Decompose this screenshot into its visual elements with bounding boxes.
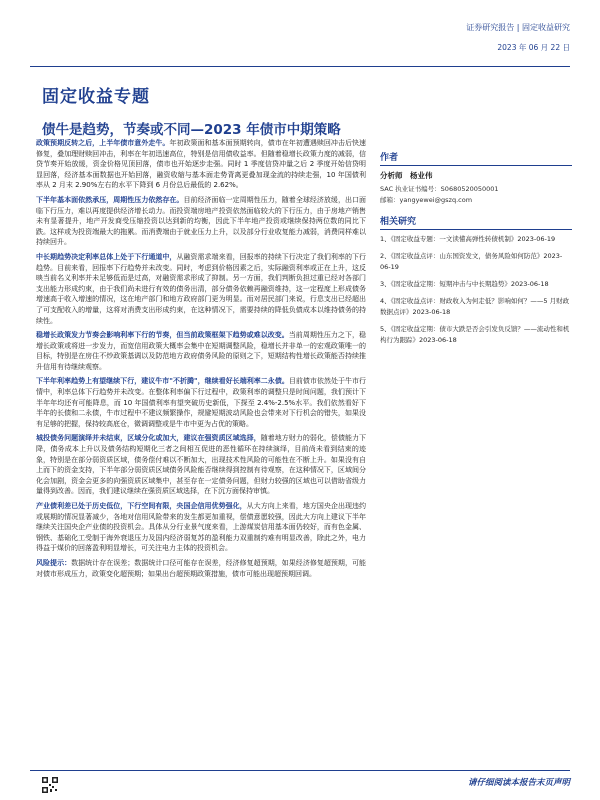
header-divider: [30, 66, 570, 67]
related-research-link[interactable]: 2、《固定收益点评：山东国资发文，债务风险如何防范》2023-06-19: [380, 252, 563, 271]
related-research-title: 相关研究: [380, 214, 572, 230]
paragraph-body: 数据统计存在误差；数据统计口径可能存在误差，经济修复超预期，如果经济修复超预期，可能对债市形成压力，政策变化超预期；如果出台超预期政策措施，债市可能出现超预期回调。: [36, 558, 366, 578]
related-research-link[interactable]: 5、《固定收益定期：债市大跌是否会引发负反馈？——流动性和机构行为跟踪》2023-06-18: [380, 325, 570, 344]
author-section-title: 作者: [380, 150, 572, 166]
paragraph-body: 年初政策面和基本面预期转向，债市在年初遭遇赎回冲击后快速修复，叠加理财赎回冲击，利率在年初迅速高位，特别是信用债收益率。但随着稳增长政策力度的减弱，信贷节奏开始放缓，资金价格见顶回落，债市也开始逐步走强。同时 1 季度信贷冲量之后 2 季度开始信贷明显回落，经济基本面数据也开始回落，融资收缩与基本面走势背离更叠加现金流的持续走强，10 年国债利率从 2 月末 2.90%左右的水平下降到 6 月份总后最低的 2.62%。: [36, 139, 367, 190]
paragraph-body: 目前债市依然处于牛市行情中，利率总体下行趋势并未改变。在整体利率偏下行过程中，政策利率的调整只是时间问题，我们预计下半年年均还有可能降息，而 10 年国债利率有望突破历史新低，下探至 2.4%-2.5%水平。我们依然看好下半年的长债和二永债，牛市过程中不建议频繁操作，规避短期波动风险也会带来对下行机会的错失，如果没有足够的把握，保持较高底仓，微调调整或是牛市中更为占优的策略。: [36, 377, 367, 428]
paragraph-body: 从融资需求端来看，回报率的持续下行决定了我们利率的下行趋势。目前来看，回报率下行趋势并未改变。同时，考虑到价格因素之后，实际融资利率或正在上升，这反映当前名义利率并未足够低而是过高，对融资需求形成了抑制。另一方面，我们判断负担过重已经对各部门支出能力形成约束，由于我们尚未进行有效的债务出清，部分债务依赖再融资维持，这一定程度上形成债务增速高于收入增速的情况，这在地产部门和地方政府部门更为明显。而对居民部门来说，行息支出已经超出了可支配收入的增量，这将对消费支出形成约束，在这种情况下，需要持续的降低负债成本以维持债务的持续性。: [36, 252, 367, 325]
paragraph-lead: 风险提示：: [36, 558, 72, 567]
paragraph-lead: 稳增长政策发力节奏会影响利率下行的节奏，但当前政策框架下趋势或难以改变。: [36, 331, 289, 340]
header-block: [466, 22, 570, 53]
report-type: 固定收益专题: [42, 87, 150, 107]
paragraph-body: 随着地方财力的弱化，偿债能力下降，债务成本上升以及债务结构短期化三者之间相互促进的恶性循环在持续演绎，目前尚未看到结束的迹象，特别是在部分弱资质区域，债务偿付难以不断加大，出现技术性风险的可能性在不断上升。如果没有自上而下的资金支持，下半年部分弱资质区域债务风险能否继续得到控制有待观察，在这种情况下，区域间分化会加剧，资金会更多的向强资质区域集中，甚至存在一定债务问题，但财力较强的区域也可以借助省级力量得到改善。因而，我们建议继续在强资质区域选择，在下沉方面保持审慎。: [36, 434, 367, 496]
summary-paragraph: [36, 195, 366, 248]
paragraph-body: 从大方向上来看，地方国央企出现违约或展期的情况显著减少，各地对信用风险带来的发生都更加重视，偿债意愿较强，因此大方向上建议下半年继续关注国央企产业债的投资机会。具体从分行业景气度来看，上游煤炭信用基本面仍较好，而有色金属、钢铁、基础化工受制于海外衰退压力及国内经济弱复苏的盈利能力双重制约难有明显改善，除此之外，电力得益于煤价的回落盈利明显增长，可关注电力主体的投资机会。: [36, 502, 367, 553]
analyst-email[interactable]: 邮箱：yangyewei@gszq.com: [380, 196, 473, 204]
footer-divider: [30, 770, 570, 771]
paragraph-lead: 下半年基本面依然承压，周期性压力依然存在。: [36, 195, 184, 204]
paragraph-lead: 产业债利差已处于历史低位，下行空间有限，央国企信用优势强化，: [36, 502, 247, 510]
report-date: 2023 年 06 月 22 日: [497, 43, 570, 52]
summary-paragraph: [36, 138, 366, 191]
summary-paragraph: [36, 252, 366, 326]
footer-disclaimer: 请仔细阅读本报告末页声明: [467, 778, 570, 788]
summary-column: [36, 138, 366, 583]
paragraph-lead: 城投债务问题演绎并未结束，区域分化或加大，建议在强资质区域选择，: [36, 434, 261, 443]
related-research-link[interactable]: 3、《固定收益定期：短期冲击与中长期趋势》2023-06-18: [380, 280, 549, 288]
analyst-name: 分析师 杨业伟: [380, 171, 433, 180]
paragraph-body: 目前经济面临一定周期性压力，随着全球经济放缓，出口面临下行压力，难以再度提供经济增长动力。而投资端房地产投资依然面临较大的下行压力，由于房地产销售未有显著提升，地产开发商受压缩投资以达到新的均衡，因此下半年地产投资或继续保持两位数的同比下跌。这样或为投资端最大的拖累。而消费端由于就业压力上升，以及部分行业收复能力减弱，消费同样难以持续回升。: [36, 195, 367, 247]
related-research-link[interactable]: 1、《固定收益专题：一文读懂高弹性转债机制》2023-06-19: [380, 235, 556, 243]
summary-paragraph: [36, 376, 366, 429]
page-title: 债牛是趋势，节奏或不同—2023 年债市中期策略: [42, 122, 341, 138]
summary-paragraph: [36, 433, 366, 497]
related-research-link[interactable]: 4、《固定收益点评：财政收入为何走低？影响如何？——5 月财政数据点评》2023-06-18: [380, 297, 570, 316]
summary-paragraph: [36, 501, 366, 554]
report-category: 证券研究报告 | 固定收益研究: [466, 23, 570, 32]
summary-paragraph: [36, 558, 366, 579]
paragraph-lead: 中长期趋势决定利率总体上处于下行通道中，: [36, 252, 177, 261]
summary-paragraph: [36, 330, 366, 372]
paragraph-lead: 下半年利率趋势上有望继续下行，建议牛市"不折腾"，继续看好长端利率二永债。: [36, 377, 289, 386]
paragraph-body: 当前周期性压力之下，稳增长政策或将进一步发力，而宽信用政策大概率会集中在短期调整风险，稳增长并非单一的宏观政策唯一的目标，特别是在房住不炒政策基调以及防范地方政府债务风险的原则之下，短期结构性增长政策能否持续推升信用有待继续观察。: [36, 331, 366, 371]
analyst-license: SAC 执业证书编号：S0680520050001: [380, 185, 499, 193]
sidebar: [380, 150, 572, 352]
paragraph-lead: 政策预期反转之后，上半年债市意外走牛。: [36, 139, 170, 147]
